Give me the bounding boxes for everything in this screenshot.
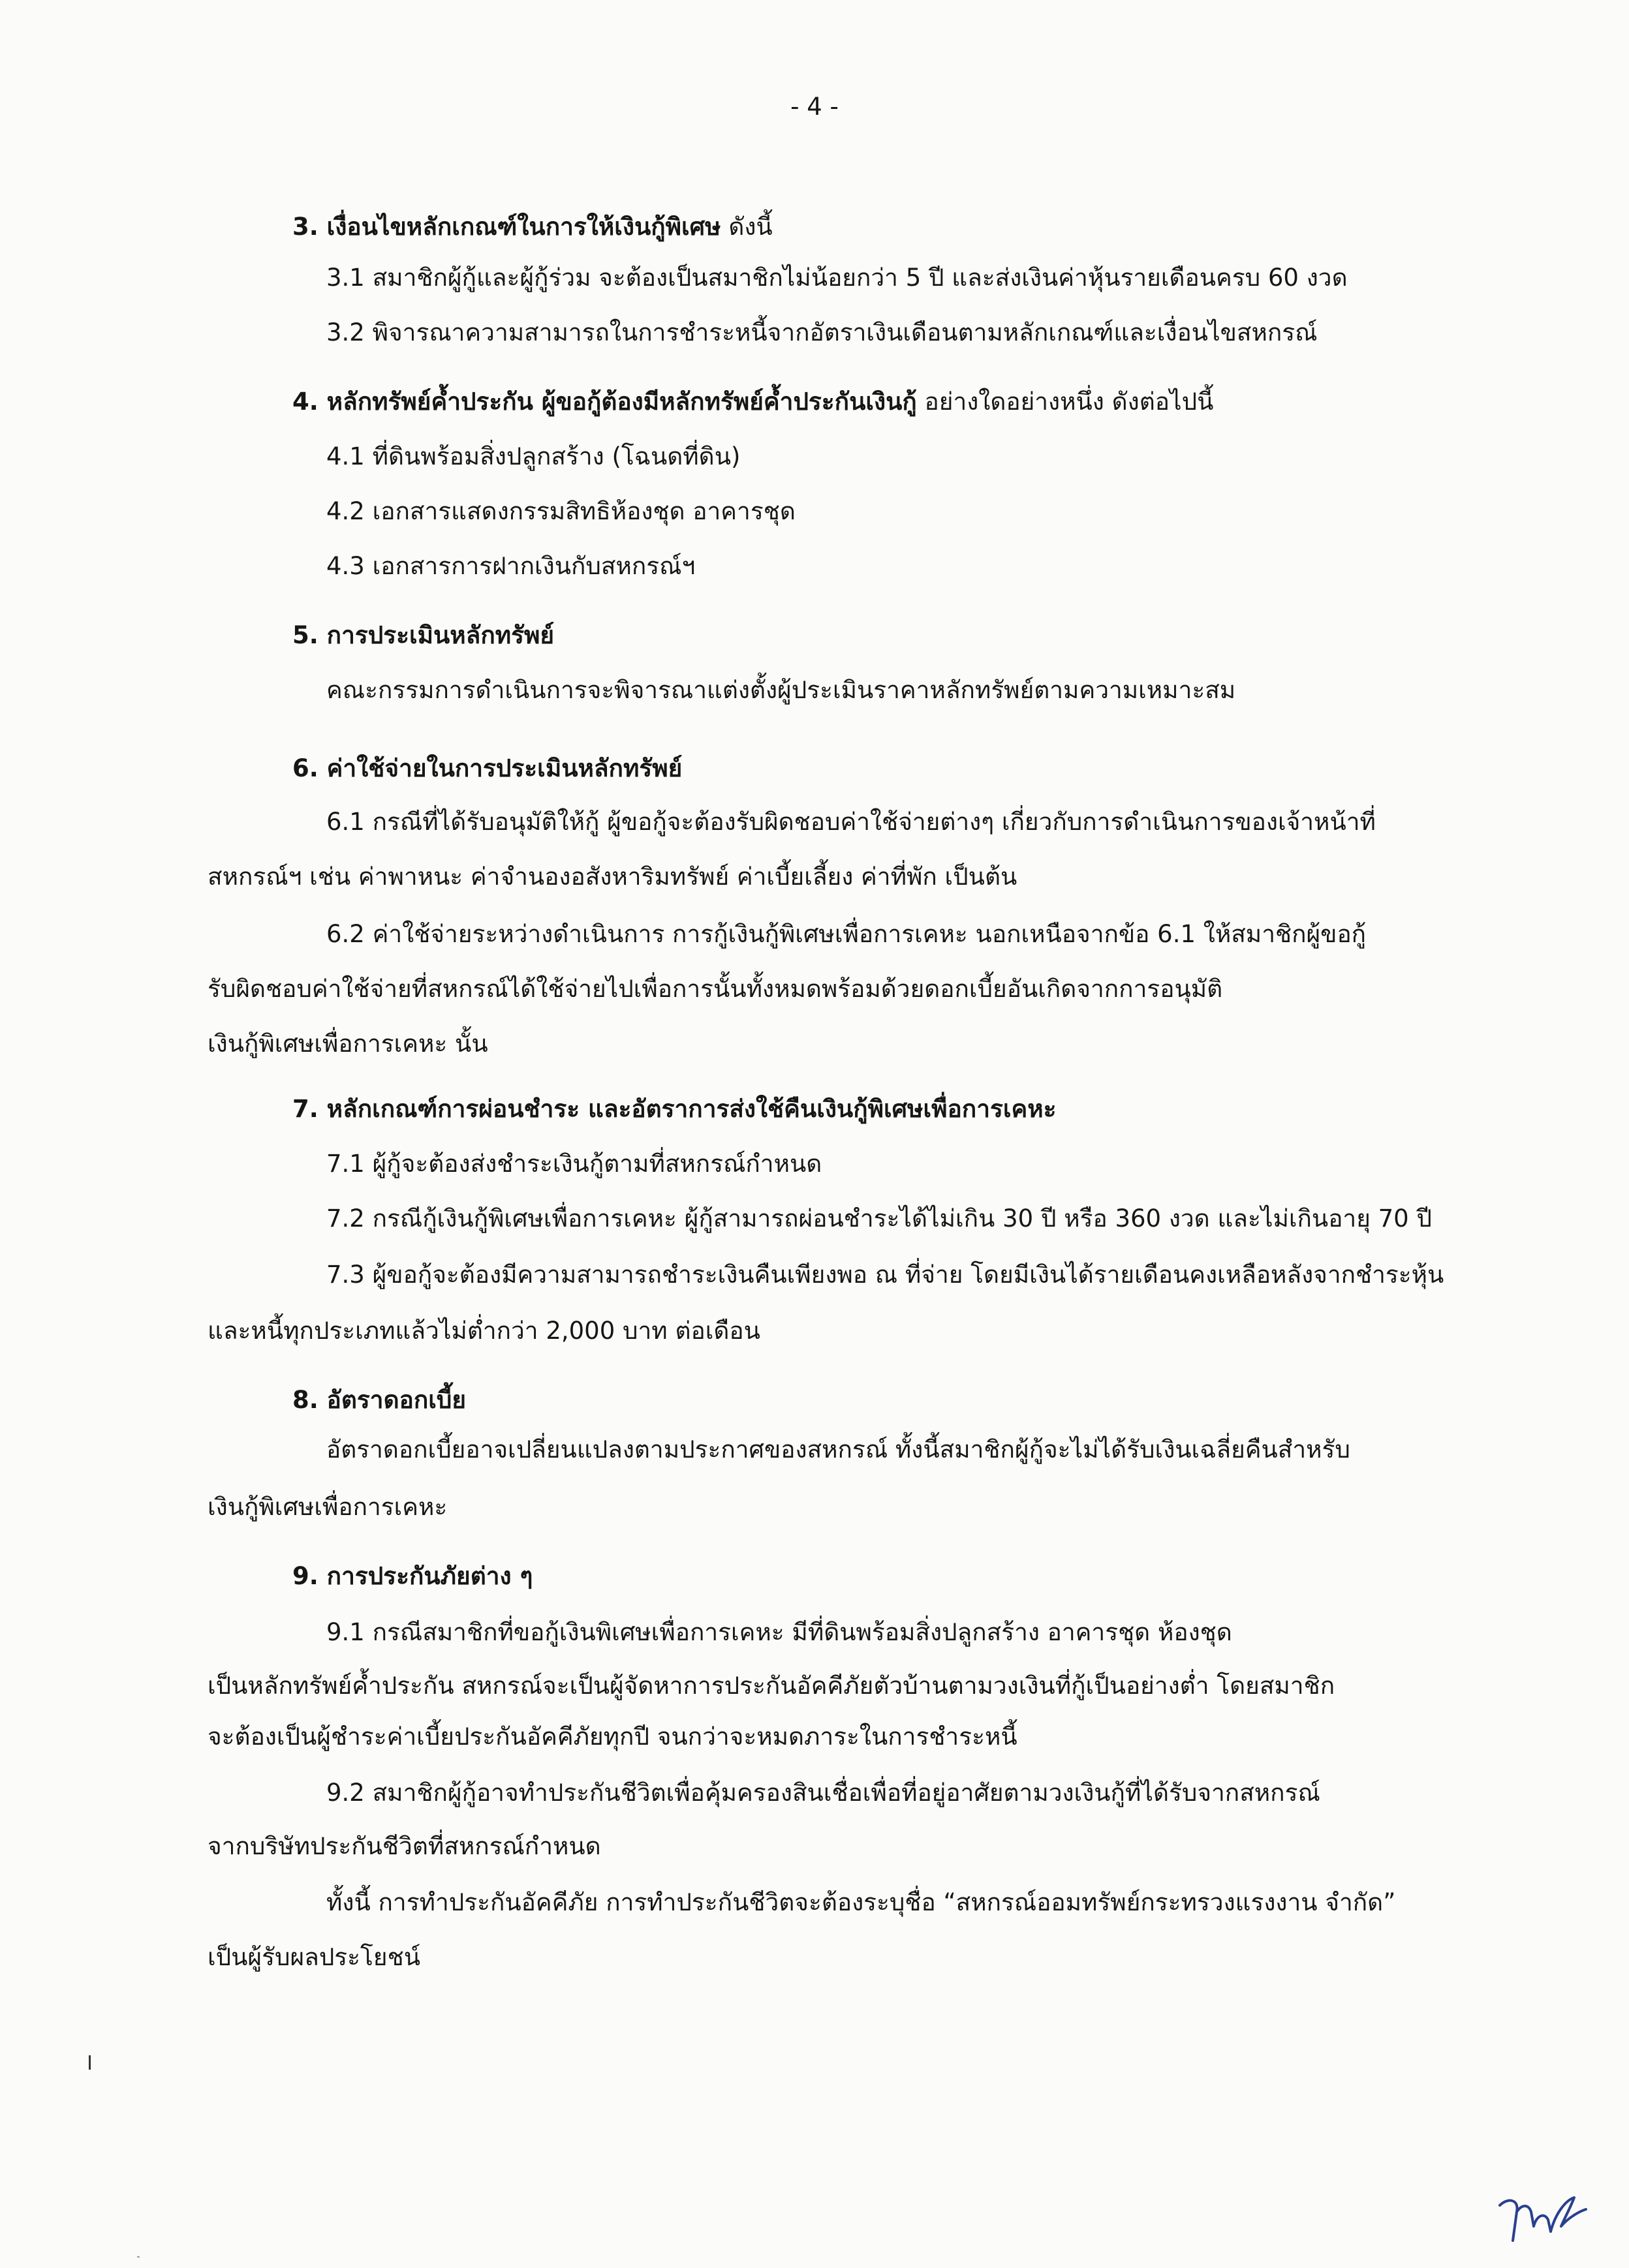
item-9-1-line-2: เป็นหลักทรัพย์ค้ำประกัน สหกรณ์จะเป็นผู้จัดหาการประกันอัคคีภัยตัวบ้านตามวงเงินที่กู้เป็นอย่างต่ำ โดยสมาชิก [208, 1672, 1335, 1700]
section-9-heading: 9. การประกันภัยต่าง ๆ [292, 1562, 533, 1590]
item-9-2-line-1: 9.2 สมาชิกผู้กู้อาจทำประกันชีวิตเพื่อคุ้มครองสินเชื่อเพื่อที่อยู่อาศัยตามวงเงินกู้ที่ได้รับจากสหกรณ์ [326, 1779, 1320, 1807]
item-6-2-line-2: รับผิดชอบค่าใช้จ่ายที่สหกรณ์ได้ใช้จ่ายไปเพื่อการนั้นทั้งหมดพร้อมด้วยดอกเบี้ยอันเกิดจากการอนุมัติ [208, 975, 1223, 1003]
item-6-1-line-2: สหกรณ์ฯ เช่น ค่าพาหนะ ค่าจำนองอสังหาริมทรัพย์ ค่าเบี้ยเลี้ยง ค่าที่พัก เป็นต้น [208, 863, 1017, 891]
item-9-2-line-2: จากบริษัทประกันชีวิตที่สหกรณ์กำหนด [208, 1832, 601, 1860]
section-5-heading: 5. การประเมินหลักทรัพย์ [292, 621, 555, 649]
section-8-body-line-2: เงินกู้พิเศษเพื่อการเคหะ [208, 1493, 448, 1521]
section-3-heading-tail: ดังนี้ [721, 213, 773, 241]
item-7-2: 7.2 กรณีกู้เงินกู้พิเศษเพื่อการเคหะ ผู้กู้สามารถผ่อนชำระได้ไม่เกิน 30 ปี หรือ 360 งวด และไม่เกินอายุ 70 ปี [326, 1204, 1432, 1233]
item-4-1: 4.1 ที่ดินพร้อมสิ่งปลูกสร้าง (โฉนดที่ดิน) [326, 442, 741, 470]
scan-speck [137, 2256, 140, 2258]
section-4-heading-bold: 4. หลักทรัพย์ค้ำประกัน ผู้ขอกู้ต้องมีหลักทรัพย์ค้ำประกันเงินกู้ [292, 388, 917, 416]
section-8-body-line-1: อัตราดอกเบี้ยอาจเปลี่ยนแปลงตามประกาศของสหกรณ์ ทั้งนี้สมาชิกผู้กู้จะไม่ได้รับเงินเฉลี่ยคืนสำหรับ [326, 1435, 1350, 1463]
section-8-heading: 8. อัตราดอกเบี้ย [292, 1386, 467, 1414]
item-6-2-line-3: เงินกู้พิเศษเพื่อการเคหะ นั้น [208, 1030, 488, 1058]
signature-initials [1488, 2186, 1592, 2245]
item-7-3-line-1: 7.3 ผู้ขอกู้จะต้องมีความสามารถชำระเงินคืนเพียงพอ ณ ที่จ่าย โดยมีเงินได้รายเดือนคงเหลือหลังจากชำระหุ้น [326, 1261, 1444, 1289]
section-9-note-line-2: เป็นผู้รับผลประโยชน์ [208, 1943, 421, 1971]
section-3-heading [292, 213, 773, 241]
item-7-3-line-2: และหนี้ทุกประเภทแล้วไม่ต่ำกว่า 2,000 บาท ต่อเดือน [208, 1317, 760, 1345]
item-9-1-line-1: 9.1 กรณีสมาชิกที่ขอกู้เงินพิเศษเพื่อการเคหะ มีที่ดินพร้อมสิ่งปลูกสร้าง อาคารชุด ห้องชุด [326, 1618, 1232, 1646]
section-4-heading [292, 388, 1213, 416]
margin-mark [89, 2055, 91, 2070]
section-5-body: คณะกรรมการดำเนินการจะพิจารณาแต่งตั้งผู้ประเมินราคาหลักทรัพย์ตามความเหมาะสม [326, 676, 1236, 704]
item-3-2: 3.2 พิจารณาความสามารถในการชำระหนี้จากอัตราเงินเดือนตามหลักเกณฑ์และเงื่อนไขสหกรณ์ [326, 318, 1318, 346]
section-9-note-line-1: ทั้งนี้ การทำประกันอัคคีภัย การทำประกันชีวิตจะต้องระบุชื่อ “สหกรณ์ออมทรัพย์กระทรวงแรงงาน จำกัด” [326, 1888, 1396, 1916]
section-7-heading: 7. หลักเกณฑ์การผ่อนชำระ และอัตราการส่งใช้คืนเงินกู้พิเศษเพื่อการเคหะ [292, 1095, 1057, 1123]
item-6-2-line-1: 6.2 ค่าใช้จ่ายระหว่างดำเนินการ การกู้เงินกู้พิเศษเพื่อการเคหะ นอกเหนือจากข้อ 6.1 ให้สมาชิกผู้ขอกู้ [326, 920, 1367, 948]
item-4-3: 4.3 เอกสารการฝากเงินกับสหกรณ์ฯ [326, 552, 696, 580]
page-number: - 4 - [790, 93, 839, 121]
item-6-1-line-1: 6.1 กรณีที่ได้รับอนุมัติให้กู้ ผู้ขอกู้จะต้องรับผิดชอบค่าใช้จ่ายต่างๆ เกี่ยวกับการดำเนินการของเจ้าหน้าที่ [326, 808, 1376, 836]
section-3-heading-bold: 3. เงื่อนไขหลักเกณฑ์ในการให้เงินกู้พิเศษ [292, 213, 721, 241]
item-7-1: 7.1 ผู้กู้จะต้องส่งชำระเงินกู้ตามที่สหกรณ์กำหนด [326, 1150, 822, 1178]
section-4-heading-tail: อย่างใดอย่างหนึ่ง ดังต่อไปนี้ [916, 388, 1214, 416]
item-9-1-line-3: จะต้องเป็นผู้ชำระค่าเบี้ยประกันอัคคีภัยทุกปี จนกว่าจะหมดภาระในการชำระหนี้ [208, 1723, 1017, 1751]
section-6-heading: 6. ค่าใช้จ่ายในการประเมินหลักทรัพย์ [292, 754, 683, 782]
item-4-2: 4.2 เอกสารแสดงกรรมสิทธิห้องชุด อาคารชุด [326, 497, 796, 525]
item-3-1: 3.1 สมาชิกผู้กู้และผู้กู้ร่วม จะต้องเป็นสมาชิกไม่น้อยกว่า 5 ปี และส่งเงินค่าหุ้นรายเดือนครบ 60 งวด [326, 264, 1348, 292]
